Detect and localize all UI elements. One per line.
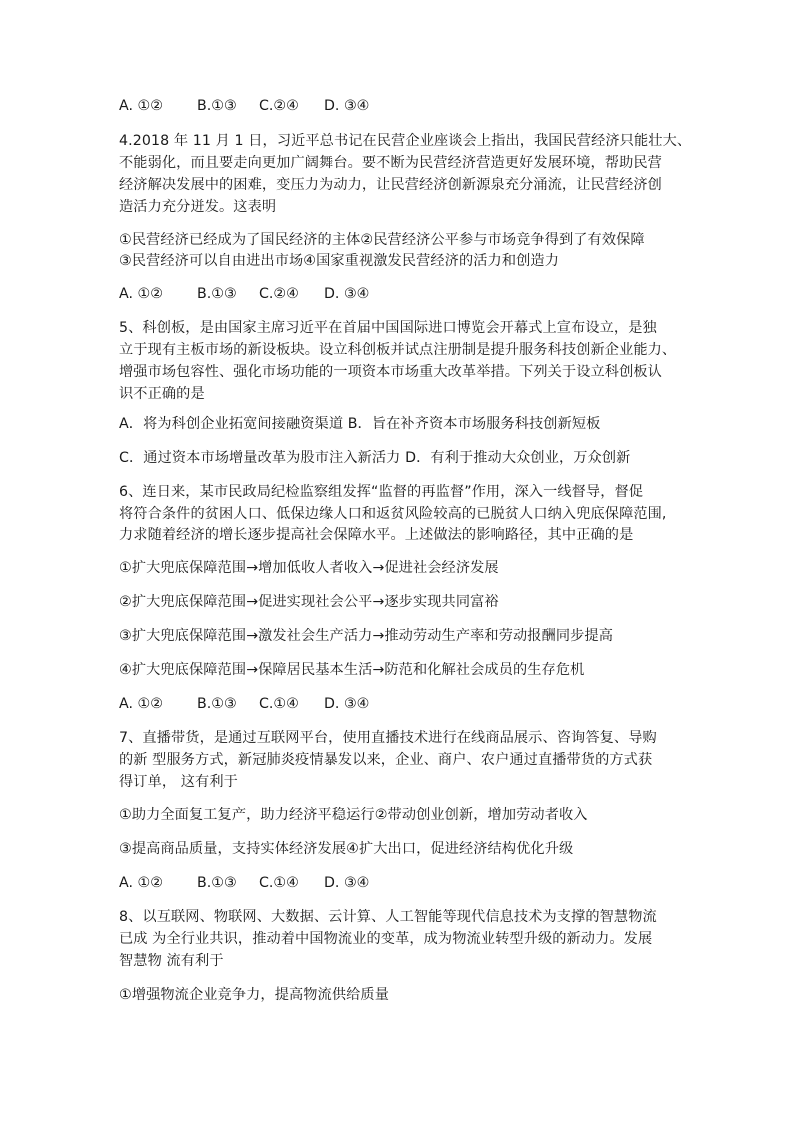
question-6-line: 6、连日来，某市民政局纪检监察组发挥“监督的再监督”作用，深入一线督导，督促	[119, 484, 644, 500]
option-d: D. ③④	[324, 98, 370, 114]
question-4-line: 造活力充分迸发。这表明	[119, 199, 277, 215]
option-a: A. ①②	[119, 98, 163, 114]
question-5-line: 增强市场包容性、强化市场功能的一项资本市场重大改革举措。下列关于设立科创板认	[119, 364, 662, 380]
question-6-path: ④扩大兜底保障范围→保障居民基本生活→防范和化解社会成员的生存危机	[119, 662, 585, 678]
question-6-path: ①扩大兜底保障范围→增加低收人者收入→促进社会经济发展	[119, 560, 499, 576]
question-6-line: 将符合条件的贫困人口、低保边缘人口和返贫风险较高的已脱贫人口纳入兜底保障范围,	[119, 506, 667, 522]
question-7-statements: ①助力全面复工复产，助力经济平稳运行②带动创业创新，增加劳动者收入	[119, 807, 588, 823]
option-b: B.①③	[197, 286, 237, 302]
option-d: D. ③④	[324, 696, 370, 712]
question-5-line: 5、科创板，是由国家主席习近平在首届中国国际进口博览会开幕式上宣布设立，是独	[119, 320, 657, 336]
question-6-path: ③扩大兜底保障范围→激发社会生产活力→推动劳动生产率和劳动报酬同步提高	[119, 628, 613, 644]
question-4-line: 不能弱化，而且要走向更加广阔舞台。要不断为民营经济营造更好发展环境，帮助民营	[119, 155, 662, 171]
option-a: A. ①②	[119, 286, 163, 302]
option-a: A. ①②	[119, 875, 163, 891]
question-6-path: ②扩大兜底保障范围→促进实现社会公平→逐步实现共同富裕	[119, 594, 499, 610]
option-b: B.①③	[197, 696, 237, 712]
question-5-line: 识不正确的是	[119, 386, 205, 402]
answer-options-q4	[119, 284, 369, 304]
question-8-line: 已成 为全行业共识，推动着中国物流业的变革，成为物流业转型升级的新动力。发展	[119, 931, 653, 947]
option-c: C.②④	[259, 98, 299, 114]
question-7-line: 7、直播带货，是通过互联网平台，使用直播技术进行在线商品展示、咨询答复、导购	[119, 730, 657, 746]
option-b: B.①③	[197, 875, 237, 891]
question-5-line: 立于现有主板市场的新设板块。设立科创板并试点注册制是提升服务科技创新企业能力、	[119, 342, 677, 358]
question-4-statements: ③民营经济可以自由进出市场④国家重视激发民营经济的活力和创造力	[119, 253, 559, 269]
question-4-line: 4.2018 年 11 月 1 日，习近平总书记在民营企业座谈会上指出，我国民营经济只能壮大、	[119, 133, 692, 149]
question-7-statements: ③提高商品质量，支持实体经济发展④扩大出口，促进经济结构优化升级	[119, 841, 574, 857]
option-d: D. ③④	[324, 286, 370, 302]
question-6-line: 力求随着经济的增长逐步提高社会保障水平。上述做法的影响路径，其中正确的是	[119, 527, 634, 543]
question-4-line: 经济解决发展中的困难，变压力为动力，让民营经济创新源泉充分涌流，让民营经济创	[119, 177, 662, 193]
option-d: D. ③④	[324, 875, 370, 891]
question-7-line: 得订单， 这有利于	[119, 774, 238, 790]
option-b: B.①③	[197, 98, 237, 114]
option-c: C.②④	[259, 286, 299, 302]
question-8-line: 智慧物 流有利于	[119, 953, 224, 969]
question-5-choices-cd: C．通过资本市场增量改革为股市注入新活力 D．有利于推动大众创业，万众创新	[119, 450, 631, 466]
option-a: A. ①②	[119, 696, 163, 712]
question-8-line: 8、以互联网、物联网、大数据、云计算、人工智能等现代信息技术为支撑的智慧物流	[119, 909, 657, 925]
question-8-statements: ①增强物流企业竞争力，提高物流供给质量	[119, 987, 389, 1003]
answer-options-q3	[119, 96, 369, 116]
answer-options-q7	[119, 873, 369, 893]
question-4-statements: ①民营经济已经成为了国民经济的主体②民营经济公平参与市场竞争得到了有效保障	[119, 232, 645, 248]
question-5-choices-ab: A．将为科创企业拓宽间接融资渠道 B．旨在补齐资本市场服务科技创新短板	[119, 416, 601, 432]
question-7-line: 的新 型服务方式，新冠肺炎疫情暴发以来，企业、商户、农户通过直播带货的方式获	[119, 752, 653, 768]
option-c: C.①④	[259, 696, 299, 712]
answer-options-q6	[119, 694, 369, 714]
option-c: C.①④	[259, 875, 299, 891]
